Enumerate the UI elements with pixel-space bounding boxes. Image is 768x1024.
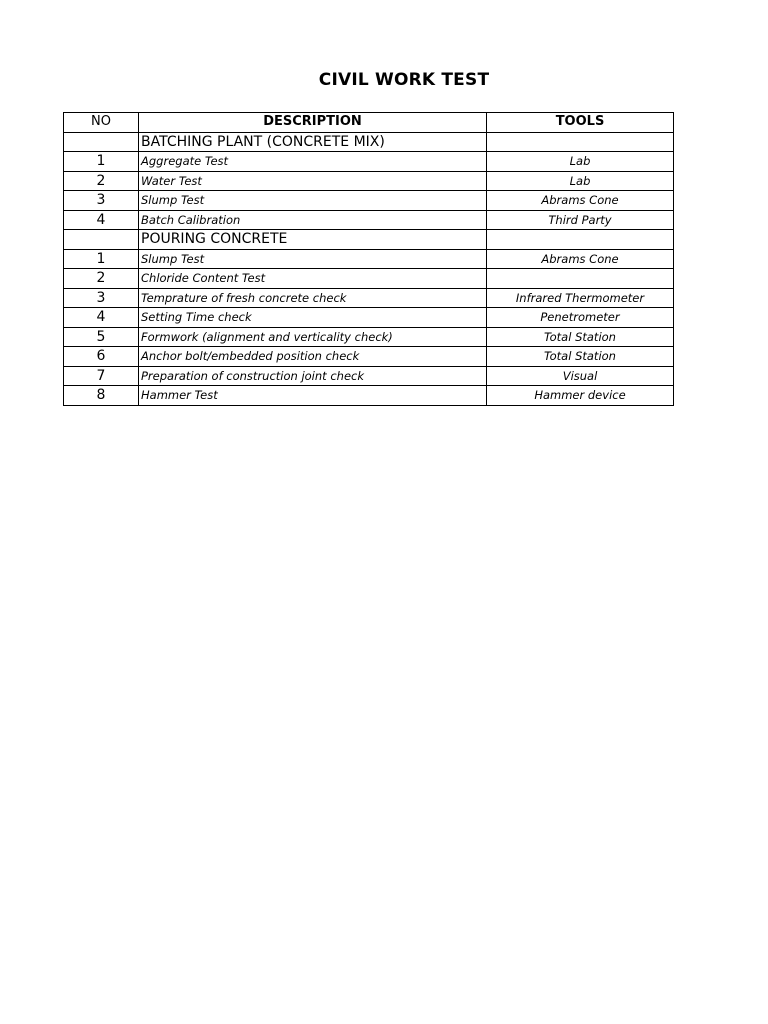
table-row	[64, 249, 674, 269]
section-tools-cell	[487, 230, 674, 250]
row-tools: Third Party	[487, 210, 674, 230]
table-row	[64, 347, 674, 367]
row-no: 6	[64, 347, 139, 367]
row-no: 2	[64, 171, 139, 191]
section-tools-cell	[487, 132, 674, 152]
row-no: 4	[64, 210, 139, 230]
row-tools: Abrams Cone	[487, 191, 674, 211]
section-no-cell	[64, 230, 139, 250]
row-tools: Total Station	[487, 327, 674, 347]
row-description: Hammer Test	[139, 386, 487, 406]
row-tools: Abrams Cone	[487, 249, 674, 269]
row-tools: Lab	[487, 152, 674, 172]
table-row	[64, 171, 674, 191]
header-no: NO	[64, 113, 139, 133]
row-description: Slump Test	[139, 191, 487, 211]
row-tools: Hammer device	[487, 386, 674, 406]
row-no: 1	[64, 249, 139, 269]
row-tools: Total Station	[487, 347, 674, 367]
table-row	[64, 152, 674, 172]
row-tools: Visual	[487, 366, 674, 386]
row-no: 2	[64, 269, 139, 289]
row-description: Formwork (alignment and verticality check)	[139, 327, 487, 347]
row-no: 5	[64, 327, 139, 347]
row-description: Water Test	[139, 171, 487, 191]
row-tools: Penetrometer	[487, 308, 674, 328]
table-row	[64, 269, 674, 289]
row-description: Anchor bolt/embedded position check	[139, 347, 487, 367]
table-row	[64, 386, 674, 406]
section-no-cell	[64, 132, 139, 152]
row-tools	[487, 269, 674, 289]
row-description: Setting Time check	[139, 308, 487, 328]
header-tools: TOOLS	[487, 113, 674, 133]
table-row	[64, 210, 674, 230]
section-title: POURING CONCRETE	[139, 230, 487, 250]
civil-work-test-table	[63, 112, 674, 406]
row-no: 4	[64, 308, 139, 328]
header-description: DESCRIPTION	[139, 113, 487, 133]
row-description: Temprature of fresh concrete check	[139, 288, 487, 308]
table-row	[64, 308, 674, 328]
row-no: 7	[64, 366, 139, 386]
section-row	[64, 132, 674, 152]
row-tools: Lab	[487, 171, 674, 191]
row-description: Slump Test	[139, 249, 487, 269]
table-header-row	[64, 113, 674, 133]
table-row	[64, 327, 674, 347]
row-description: Chloride Content Test	[139, 269, 487, 289]
table-row	[64, 288, 674, 308]
table-row	[64, 191, 674, 211]
row-description: Batch Calibration	[139, 210, 487, 230]
page-title: CIVIL WORK TEST	[318, 70, 490, 90]
row-tools: Infrared Thermometer	[487, 288, 674, 308]
table-row	[64, 366, 674, 386]
section-row	[64, 230, 674, 250]
row-no: 3	[64, 288, 139, 308]
section-title: BATCHING PLANT (CONCRETE MIX)	[139, 132, 487, 152]
row-description: Preparation of construction joint check	[139, 366, 487, 386]
row-no: 8	[64, 386, 139, 406]
row-no: 3	[64, 191, 139, 211]
row-description: Aggregate Test	[139, 152, 487, 172]
row-no: 1	[64, 152, 139, 172]
